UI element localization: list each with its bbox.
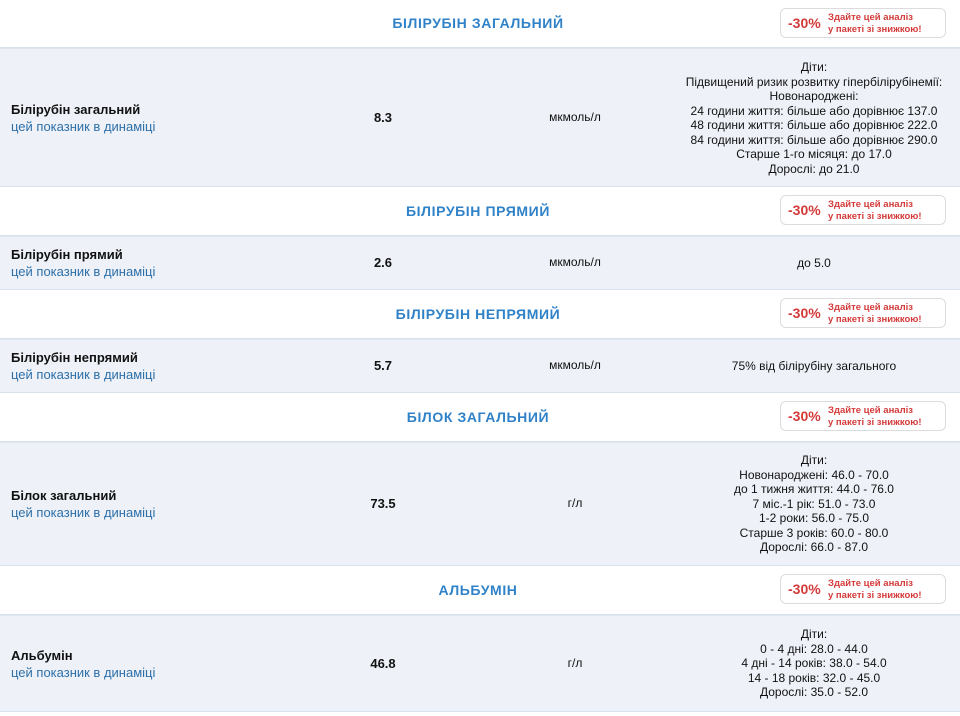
discount-text-line2: у пакеті зі знижкою!	[828, 210, 922, 222]
result-unit: мкмоль/л	[549, 109, 601, 124]
result-value: 2.6	[373, 255, 393, 270]
reference-line: Діти:	[800, 453, 828, 467]
section-header	[0, 187, 960, 236]
test-name: Білірубін загальний	[11, 101, 141, 117]
table-row	[0, 615, 960, 712]
analysis-section	[0, 290, 960, 393]
section-title: БІЛОК ЗАГАЛЬНИЙ	[406, 409, 550, 425]
reference-range	[670, 627, 958, 700]
reference-line: 75% від білірубіну загального	[731, 359, 897, 373]
reference-range	[670, 256, 958, 271]
discount-label: -30%	[788, 408, 821, 424]
analysis-section	[0, 393, 960, 566]
discount-label: -30%	[788, 305, 821, 321]
package-discount-button[interactable]	[780, 401, 946, 431]
result-unit: мкмоль/л	[549, 255, 601, 269]
reference-line: Діти:	[800, 60, 828, 74]
section-title: БІЛІРУБІН ЗАГАЛЬНИЙ	[392, 15, 564, 31]
reference-range	[670, 60, 958, 176]
result-unit: мкмоль/л	[549, 358, 601, 372]
discount-text-line1: Здайте цей аналіз	[828, 199, 913, 210]
analysis-section	[0, 187, 960, 290]
reference-line: 24 години життя: більше або дорівнює 137.0	[690, 103, 938, 118]
section-header	[0, 0, 960, 48]
result-value: 46.8	[370, 655, 396, 671]
reference-line: 14 - 18 років: 32.0 - 45.0	[747, 670, 881, 685]
dynamics-link[interactable]: цей показник в динаміці	[11, 264, 156, 279]
section-title: БІЛІРУБІН НЕПРЯМИЙ	[395, 306, 561, 322]
dynamics-link[interactable]: цей показник в динаміці	[11, 367, 156, 382]
table-row	[0, 442, 960, 566]
reference-line: 1-2 роки: 56.0 - 75.0	[758, 511, 870, 525]
section-title: БІЛІРУБІН ПРЯМИЙ	[406, 203, 550, 219]
dynamics-link[interactable]: цей показник в динаміці	[11, 664, 156, 680]
reference-line: Діти:	[800, 627, 828, 641]
reference-line: Новонароджені:	[769, 89, 859, 103]
test-name: Альбумін	[11, 647, 73, 663]
reference-line: Дорослі: 66.0 - 87.0	[760, 540, 868, 554]
reference-line: Старше 1-го місяця: до 17.0	[736, 147, 892, 161]
discount-text-line2: у пакеті зі знижкою!	[828, 416, 922, 428]
dynamics-link[interactable]: цей показник в динаміці	[11, 505, 156, 520]
result-unit: г/л	[567, 655, 583, 670]
discount-text-line1: Здайте цей аналіз	[828, 578, 913, 589]
package-discount-button[interactable]	[780, 8, 946, 38]
analysis-section	[0, 0, 960, 187]
dynamics-link[interactable]: цей показник в динаміці	[11, 118, 156, 134]
test-name-cell	[11, 246, 155, 280]
discount-label: -30%	[788, 15, 821, 31]
table-row	[0, 339, 960, 393]
test-name-cell	[11, 101, 155, 135]
package-discount-button[interactable]	[780, 298, 946, 328]
discount-text-line1: Здайте цей аналіз	[828, 302, 913, 313]
test-name: Білок загальний	[11, 488, 117, 503]
section-header	[0, 393, 960, 442]
discount-label: -30%	[788, 581, 821, 597]
reference-range	[670, 359, 958, 374]
result-value: 8.3	[373, 109, 393, 125]
section-header	[0, 290, 960, 339]
reference-line: Дорослі: 35.0 - 52.0	[760, 685, 868, 699]
discount-text	[828, 12, 922, 35]
result-value: 5.7	[373, 358, 393, 373]
discount-text	[828, 578, 922, 601]
test-name: Білірубін непрямий	[11, 350, 138, 365]
discount-text-line1: Здайте цей аналіз	[828, 405, 913, 416]
table-row	[0, 48, 960, 187]
section-header	[0, 566, 960, 615]
reference-line: 0 - 4 дні: 28.0 - 44.0	[760, 641, 868, 656]
reference-line: 48 години життя: більше або дорівнює 222.0	[690, 118, 938, 132]
reference-line: до 1 тижня життя: 44.0 - 76.0	[734, 482, 894, 496]
section-title: АЛЬБУМІН	[438, 582, 518, 598]
discount-label: -30%	[788, 202, 821, 218]
reference-line: Новонароджені: 46.0 - 70.0	[739, 467, 889, 482]
reference-line: Старше 3 років: 60.0 - 80.0	[739, 525, 889, 540]
analysis-section	[0, 566, 960, 712]
result-unit: г/л	[567, 496, 583, 510]
discount-text-line2: у пакеті зі знижкою!	[828, 589, 922, 601]
discount-text	[828, 199, 922, 222]
discount-text-line2: у пакеті зі знижкою!	[828, 23, 922, 35]
test-name-cell	[11, 647, 155, 681]
test-name: Білірубін прямий	[11, 247, 123, 262]
reference-line: Підвищений ризик розвитку гіпербілірубінемії:	[685, 74, 943, 89]
test-name-cell	[11, 487, 155, 521]
package-discount-button[interactable]	[780, 574, 946, 604]
reference-line: Дорослі: до 21.0	[768, 161, 860, 176]
reference-range	[670, 453, 958, 555]
table-row	[0, 236, 960, 290]
reference-line: 7 міс.-1 рік: 51.0 - 73.0	[752, 496, 876, 511]
discount-text-line2: у пакеті зі знижкою!	[828, 313, 922, 325]
package-discount-button[interactable]	[780, 195, 946, 225]
reference-line: 84 години життя: більше або дорівнює 290.0	[690, 132, 938, 147]
discount-text	[828, 405, 922, 428]
reference-line: 4 дні - 14 років: 38.0 - 54.0	[741, 656, 887, 670]
discount-text-line1: Здайте цей аналіз	[828, 12, 913, 23]
discount-text	[828, 302, 922, 325]
result-value: 73.5	[370, 496, 396, 511]
reference-line: до 5.0	[797, 256, 831, 270]
test-name-cell	[11, 349, 155, 383]
